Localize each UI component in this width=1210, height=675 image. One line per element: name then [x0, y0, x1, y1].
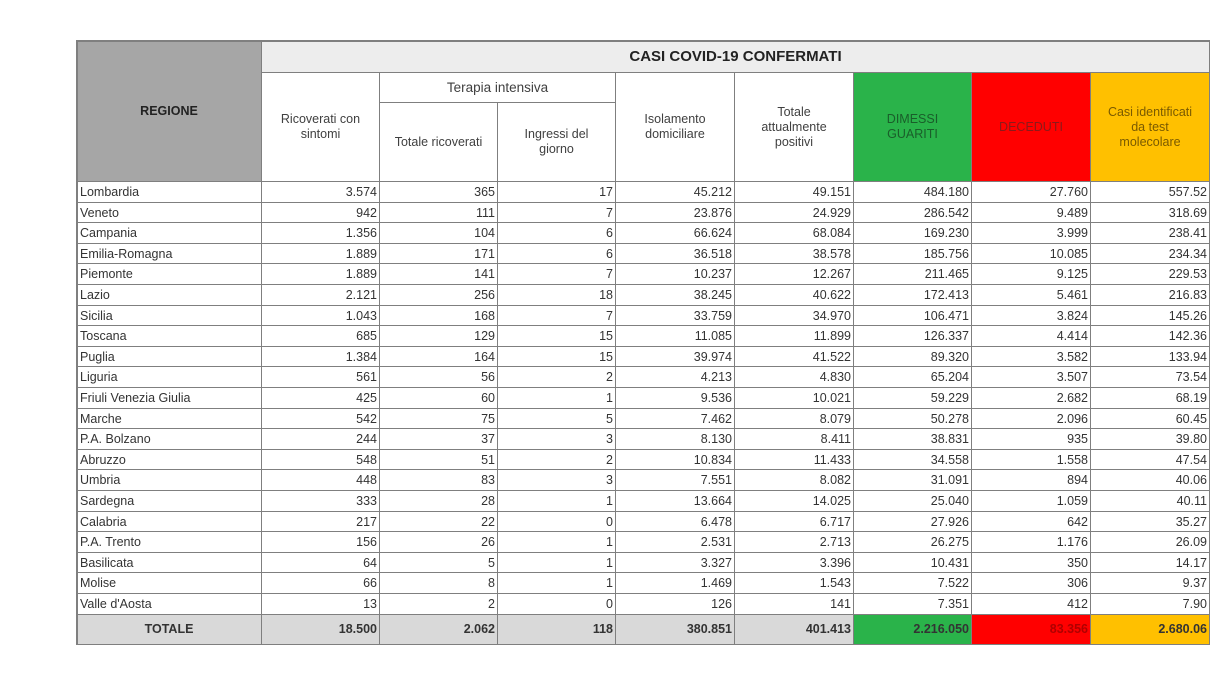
value-cell: 557.52	[1091, 182, 1210, 203]
table-frame	[76, 40, 1210, 645]
value-cell: 142.36	[1091, 326, 1210, 347]
value-cell: 68.19	[1091, 388, 1210, 409]
value-cell: 33.759	[616, 306, 735, 327]
value-cell: 40.11	[1091, 491, 1210, 512]
value-cell: 942	[262, 203, 380, 224]
value-cell: 894	[972, 470, 1091, 491]
value-cell: 17	[498, 182, 616, 203]
value-cell: 26	[380, 532, 498, 553]
value-cell: 27.926	[854, 512, 972, 533]
value-cell: 171	[380, 244, 498, 265]
total-value-cell: 2.062	[380, 615, 498, 645]
value-cell: 4.830	[735, 367, 854, 388]
value-cell: 156	[262, 532, 380, 553]
value-cell: 6.478	[616, 512, 735, 533]
value-cell: 8.130	[616, 429, 735, 450]
region-cell: Valle d'Aosta	[77, 594, 262, 615]
value-cell: 3	[498, 429, 616, 450]
value-cell: 10.021	[735, 388, 854, 409]
value-cell: 244	[262, 429, 380, 450]
value-cell: 38.831	[854, 429, 972, 450]
value-cell: 412	[972, 594, 1091, 615]
value-cell: 185.756	[854, 244, 972, 265]
total-value-cell: 401.413	[735, 615, 854, 645]
value-cell: 75	[380, 409, 498, 430]
col-header-deceduti: DECEDUTI	[972, 73, 1091, 182]
value-cell: 7.462	[616, 409, 735, 430]
value-cell: 14.025	[735, 491, 854, 512]
value-cell: 217	[262, 512, 380, 533]
value-cell: 41.522	[735, 347, 854, 368]
col-header-ingressi: Ingressi del giorno	[498, 103, 616, 182]
region-cell: Abruzzo	[77, 450, 262, 471]
total-value-cell: 2.216.050	[854, 615, 972, 645]
region-cell: Veneto	[77, 203, 262, 224]
value-cell: 50.278	[854, 409, 972, 430]
value-cell: 40.06	[1091, 470, 1210, 491]
value-cell: 318.69	[1091, 203, 1210, 224]
value-cell: 425	[262, 388, 380, 409]
value-cell: 642	[972, 512, 1091, 533]
value-cell: 8.411	[735, 429, 854, 450]
value-cell: 104	[380, 223, 498, 244]
value-cell: 6	[498, 244, 616, 265]
value-cell: 3.574	[262, 182, 380, 203]
region-cell: Sardegna	[77, 491, 262, 512]
value-cell: 39.974	[616, 347, 735, 368]
region-cell: Lazio	[77, 285, 262, 306]
col-header-ricoverati: Ricoverati con sintomi	[262, 73, 380, 182]
value-cell: 51	[380, 450, 498, 471]
value-cell: 7.522	[854, 573, 972, 594]
value-cell: 89.320	[854, 347, 972, 368]
value-cell: 47.54	[1091, 450, 1210, 471]
value-cell: 8.079	[735, 409, 854, 430]
value-cell: 1.558	[972, 450, 1091, 471]
col-header-totale-ricoverati: Totale ricoverati	[380, 103, 498, 182]
value-cell: 4.213	[616, 367, 735, 388]
value-cell: 6	[498, 223, 616, 244]
value-cell: 542	[262, 409, 380, 430]
value-cell: 59.229	[854, 388, 972, 409]
value-cell: 7	[498, 264, 616, 285]
value-cell: 73.54	[1091, 367, 1210, 388]
value-cell: 3.396	[735, 553, 854, 574]
region-cell: Piemonte	[77, 264, 262, 285]
value-cell: 2	[498, 450, 616, 471]
value-cell: 0	[498, 512, 616, 533]
value-cell: 133.94	[1091, 347, 1210, 368]
value-cell: 26.275	[854, 532, 972, 553]
value-cell: 145.26	[1091, 306, 1210, 327]
value-cell: 15	[498, 347, 616, 368]
value-cell: 1	[498, 532, 616, 553]
value-cell: 22	[380, 512, 498, 533]
value-cell: 35.27	[1091, 512, 1210, 533]
value-cell: 65.204	[854, 367, 972, 388]
value-cell: 141	[380, 264, 498, 285]
value-cell: 164	[380, 347, 498, 368]
value-cell: 11.899	[735, 326, 854, 347]
value-cell: 68.084	[735, 223, 854, 244]
total-value-cell: 2.680.06	[1091, 615, 1210, 645]
value-cell: 3.327	[616, 553, 735, 574]
region-cell: Friuli Venezia Giulia	[77, 388, 262, 409]
total-value-cell: 118	[498, 615, 616, 645]
value-cell: 2.531	[616, 532, 735, 553]
value-cell: 10.834	[616, 450, 735, 471]
value-cell: 66.624	[616, 223, 735, 244]
value-cell: 1.043	[262, 306, 380, 327]
value-cell: 6.717	[735, 512, 854, 533]
value-cell: 448	[262, 470, 380, 491]
value-cell: 49.151	[735, 182, 854, 203]
value-cell: 5	[380, 553, 498, 574]
value-cell: 111	[380, 203, 498, 224]
value-cell: 168	[380, 306, 498, 327]
value-cell: 39.80	[1091, 429, 1210, 450]
value-cell: 60	[380, 388, 498, 409]
value-cell: 25.040	[854, 491, 972, 512]
value-cell: 7	[498, 203, 616, 224]
value-cell: 548	[262, 450, 380, 471]
value-cell: 333	[262, 491, 380, 512]
region-cell: Puglia	[77, 347, 262, 368]
value-cell: 5	[498, 409, 616, 430]
region-header: REGIONE	[77, 41, 262, 182]
value-cell: 685	[262, 326, 380, 347]
value-cell: 10.237	[616, 264, 735, 285]
value-cell: 5.461	[972, 285, 1091, 306]
value-cell: 126.337	[854, 326, 972, 347]
value-cell: 935	[972, 429, 1091, 450]
value-cell: 0	[498, 594, 616, 615]
value-cell: 1.889	[262, 264, 380, 285]
col-header-totale-positivi: Totale attualmente positivi	[735, 73, 854, 182]
value-cell: 66	[262, 573, 380, 594]
value-cell: 56	[380, 367, 498, 388]
value-cell: 24.929	[735, 203, 854, 224]
region-cell: Toscana	[77, 326, 262, 347]
value-cell: 7.551	[616, 470, 735, 491]
value-cell: 8.082	[735, 470, 854, 491]
total-value-cell: 380.851	[616, 615, 735, 645]
value-cell: 64	[262, 553, 380, 574]
value-cell: 8	[380, 573, 498, 594]
value-cell: 4.414	[972, 326, 1091, 347]
value-cell: 13	[262, 594, 380, 615]
value-cell: 28	[380, 491, 498, 512]
value-cell: 11.085	[616, 326, 735, 347]
value-cell: 1	[498, 573, 616, 594]
col-header-isolamento: Isolamento domiciliare	[616, 73, 735, 182]
region-cell: Molise	[77, 573, 262, 594]
value-cell: 3.507	[972, 367, 1091, 388]
value-cell: 37	[380, 429, 498, 450]
value-cell: 561	[262, 367, 380, 388]
value-cell: 229.53	[1091, 264, 1210, 285]
value-cell: 34.970	[735, 306, 854, 327]
value-cell: 26.09	[1091, 532, 1210, 553]
value-cell: 1.176	[972, 532, 1091, 553]
region-cell: P.A. Bolzano	[77, 429, 262, 450]
value-cell: 350	[972, 553, 1091, 574]
value-cell: 1	[498, 388, 616, 409]
value-cell: 9.37	[1091, 573, 1210, 594]
value-cell: 40.622	[735, 285, 854, 306]
value-cell: 23.876	[616, 203, 735, 224]
value-cell: 1	[498, 491, 616, 512]
value-cell: 2	[380, 594, 498, 615]
value-cell: 34.558	[854, 450, 972, 471]
value-cell: 2.713	[735, 532, 854, 553]
value-cell: 306	[972, 573, 1091, 594]
region-cell: Campania	[77, 223, 262, 244]
value-cell: 45.212	[616, 182, 735, 203]
total-value-cell: 18.500	[262, 615, 380, 645]
value-cell: 3.824	[972, 306, 1091, 327]
value-cell: 484.180	[854, 182, 972, 203]
value-cell: 1.356	[262, 223, 380, 244]
value-cell: 1.889	[262, 244, 380, 265]
region-cell: Marche	[77, 409, 262, 430]
value-cell: 1.543	[735, 573, 854, 594]
value-cell: 216.83	[1091, 285, 1210, 306]
value-cell: 286.542	[854, 203, 972, 224]
table-title: CASI COVID-19 CONFERMATI	[262, 41, 1210, 73]
value-cell: 2.121	[262, 285, 380, 306]
value-cell: 3	[498, 470, 616, 491]
value-cell: 141	[735, 594, 854, 615]
value-cell: 1.384	[262, 347, 380, 368]
total-value-cell: 83.356	[972, 615, 1091, 645]
value-cell: 1	[498, 553, 616, 574]
value-cell: 365	[380, 182, 498, 203]
value-cell: 18	[498, 285, 616, 306]
value-cell: 172.413	[854, 285, 972, 306]
value-cell: 7	[498, 306, 616, 327]
value-cell: 129	[380, 326, 498, 347]
region-cell: Lombardia	[77, 182, 262, 203]
region-cell: Sicilia	[77, 306, 262, 327]
col-header-molecolare: Casi identificati da test molecolare	[1091, 73, 1210, 182]
value-cell: 83	[380, 470, 498, 491]
region-cell: P.A. Trento	[77, 532, 262, 553]
value-cell: 11.433	[735, 450, 854, 471]
region-cell: Basilicata	[77, 553, 262, 574]
value-cell: 9.536	[616, 388, 735, 409]
value-cell: 9.125	[972, 264, 1091, 285]
value-cell: 10.085	[972, 244, 1091, 265]
total-label: TOTALE	[77, 615, 262, 645]
value-cell: 238.41	[1091, 223, 1210, 244]
value-cell: 13.664	[616, 491, 735, 512]
value-cell: 60.45	[1091, 409, 1210, 430]
value-cell: 38.578	[735, 244, 854, 265]
value-cell: 3.582	[972, 347, 1091, 368]
value-cell: 10.431	[854, 553, 972, 574]
value-cell: 3.999	[972, 223, 1091, 244]
region-cell: Umbria	[77, 470, 262, 491]
value-cell: 211.465	[854, 264, 972, 285]
value-cell: 2.096	[972, 409, 1091, 430]
value-cell: 1.469	[616, 573, 735, 594]
region-cell: Calabria	[77, 512, 262, 533]
value-cell: 256	[380, 285, 498, 306]
value-cell: 2	[498, 367, 616, 388]
region-cell: Emilia-Romagna	[77, 244, 262, 265]
value-cell: 234.34	[1091, 244, 1210, 265]
value-cell: 1.059	[972, 491, 1091, 512]
value-cell: 7.90	[1091, 594, 1210, 615]
value-cell: 2.682	[972, 388, 1091, 409]
value-cell: 27.760	[972, 182, 1091, 203]
value-cell: 14.17	[1091, 553, 1210, 574]
region-cell: Liguria	[77, 367, 262, 388]
value-cell: 12.267	[735, 264, 854, 285]
value-cell: 38.245	[616, 285, 735, 306]
value-cell: 126	[616, 594, 735, 615]
value-cell: 169.230	[854, 223, 972, 244]
terapia-intensiva-header: Terapia intensiva	[380, 73, 616, 103]
value-cell: 9.489	[972, 203, 1091, 224]
value-cell: 7.351	[854, 594, 972, 615]
value-cell: 31.091	[854, 470, 972, 491]
value-cell: 15	[498, 326, 616, 347]
value-cell: 106.471	[854, 306, 972, 327]
value-cell: 36.518	[616, 244, 735, 265]
col-header-dimessi: DIMESSI GUARITI	[854, 73, 972, 182]
